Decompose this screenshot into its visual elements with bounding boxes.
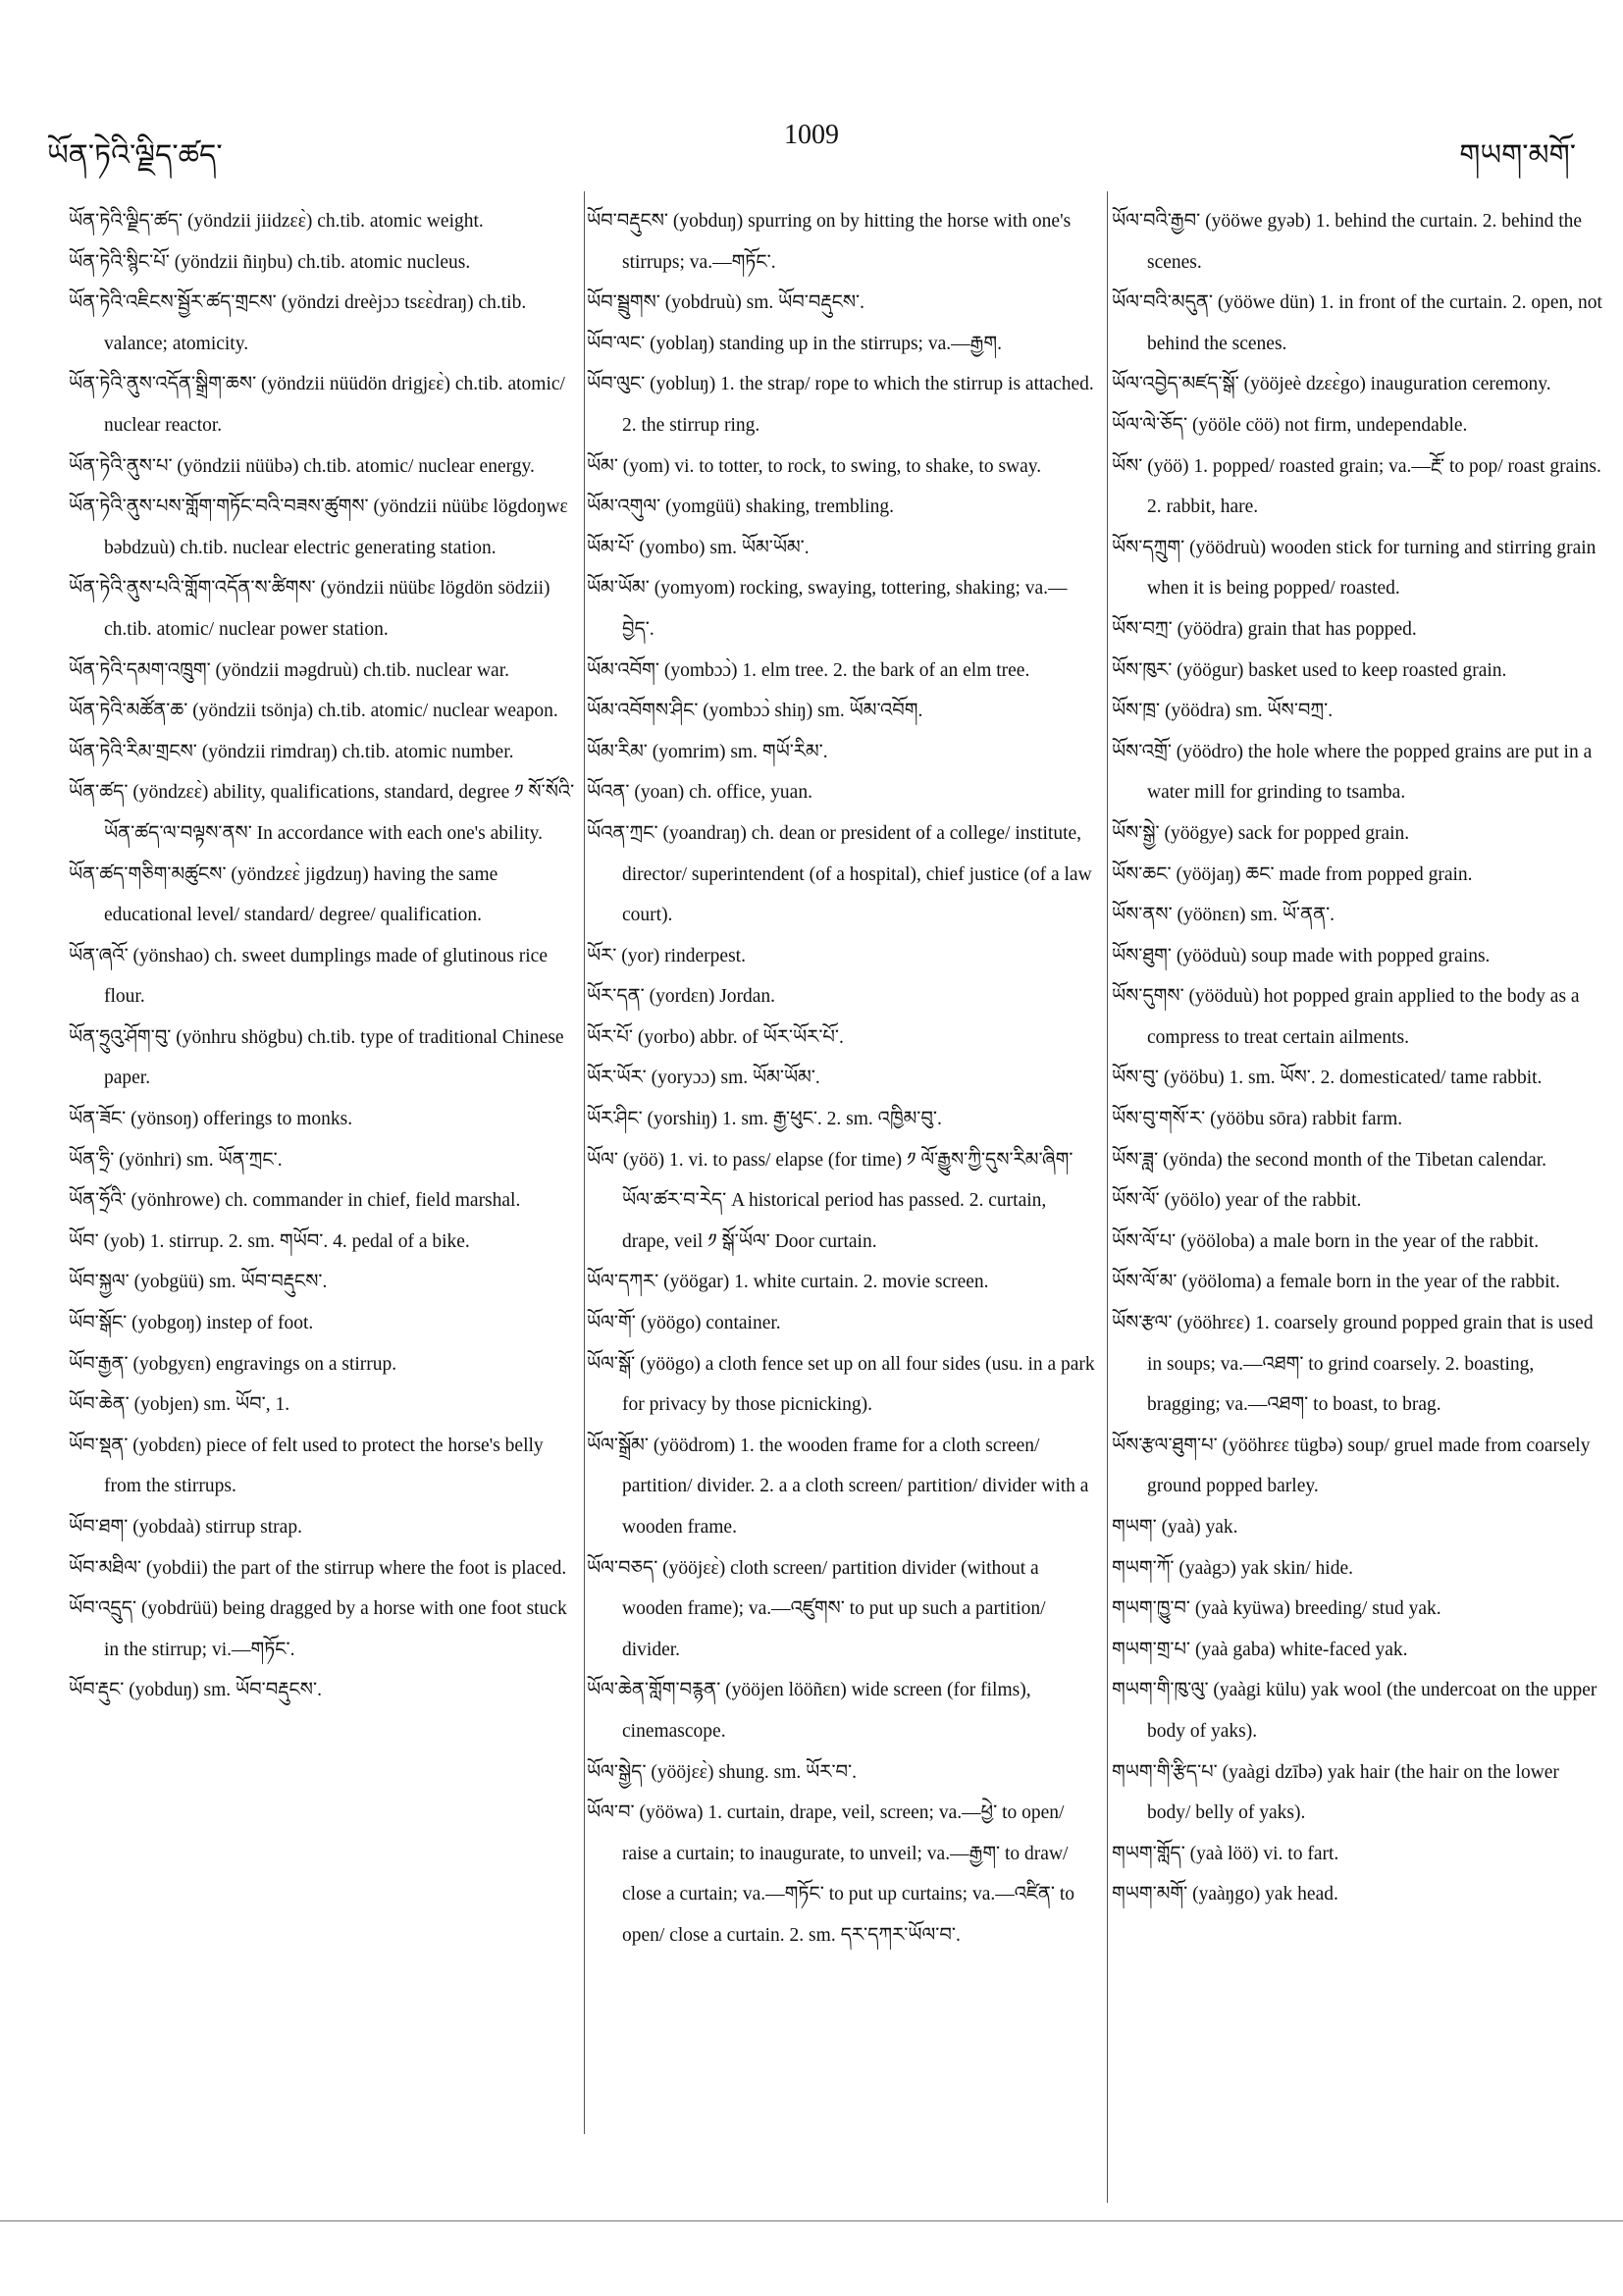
column-3: [1112, 201, 1602, 1915]
dictionary-entry: གཡག་གི་ཁུ་ལུ་ (yaàgi külu) yak wool (the undercoat on the upper body of yaks).: [1112, 1680, 1597, 1742]
dictionary-entry: ཡོན་ཏེའི་མཚོན་ཆ་ (yöndzii tsönja) ch.tib. atomic/ nuclear weapon.: [69, 701, 558, 722]
dictionary-entry: ཡོས་བུ་ (yööbu) 1. sm. ཡོས་. 2. domesticated/ tame rabbit.: [1112, 1068, 1543, 1089]
dictionary-entry: ཡོམ་འབོག་ (yombɔɔ̀) 1. elm tree. 2. the bark of an elm tree.: [587, 659, 1030, 681]
dictionary-entry: ཡོལ་སྒྱེད་ (yööjɛɛ̀) shung. sm. ཡོར་བ་.: [587, 1761, 858, 1783]
dictionary-entry: ཡོན་ཏེའི་འཇིངས་སྦྱོར་ཚད་གྲངས་ (yöndzi dreèjɔɔ tsɛɛ̀draŋ) ch.tib. valance; atomicity.: [69, 292, 527, 354]
dictionary-entry: ཡོམ་འབོགས་ཤིང་ (yombɔɔ̀ shiŋ) sm. ཡོམ་འབོག.: [587, 701, 923, 722]
dictionary-entry: ཡོམ་ (yom) vi. to totter, to rock, to swing, to shake, to sway.: [587, 455, 1042, 477]
dictionary-entry: ཡོལ་ (yöö) 1. vi. to pass/ elapse (for time) ༡ ལོ་རྒྱུས་ཀྱི་དུས་རིམ་ཞིག་ཡོལ་ཚར་བ་རེད་ A historical period has passed. 2. curtain, drape, veil ༡ སྒོ་ཡོལ་ Door curtain.: [587, 1149, 1073, 1252]
dictionary-entry: ཡོས་ལོ་པ་ (yööloba) a male born in the year of the rabbit.: [1112, 1230, 1540, 1252]
dictionary-entry: གཡག་ཀོ་ (yaàgɔ) yak skin/ hide.: [1112, 1557, 1353, 1579]
dictionary-entry: ཡོན་ཧྲི་ (yönhri) sm. ཡོན་ཀྲང་.: [69, 1149, 283, 1171]
dictionary-entry: ཡོས་རྩལ་ (yööhrɛɛ) 1. coarsely ground popped grain that is used in soups; va.—འཐག་ to grind coarsely. 2. boasting, bragging; va.—འཐག་ to boast, to brag.: [1112, 1313, 1594, 1416]
dictionary-entry: ཡོབ་རྒྱན་ (yobgyɛn) engravings on a stirrup.: [69, 1353, 397, 1375]
dictionary-entry: ཡོམ་པོ་ (yombo) sm. ཡོམ་ཡོམ་.: [587, 537, 810, 558]
column-divider-1: [584, 191, 585, 2134]
dictionary-entry: གཡག་མགོ་ (yaàŋgo) yak head.: [1112, 1884, 1338, 1905]
dictionary-entry: ཡོབ་ (yob) 1. stirrup. 2. sm. གཡོབ་. 4. pedal of a bike.: [69, 1230, 470, 1252]
dictionary-entry: ཡོབ་སྡན་ (yobdɛn) piece of felt used to protect the horse's belly from the stirrups.: [69, 1435, 544, 1497]
dictionary-entry: ཡོའན་ (yoan) ch. office, yuan.: [587, 782, 812, 804]
dictionary-entry: ཡོལ་སྒོ་ (yöögo) a cloth fence set up on all four sides (usu. in a park for privacy by those picnicking).: [587, 1353, 1095, 1416]
dictionary-entry: ཡོན་ཏེའི་ནུས་པའི་གློག་འདོན་ས་ཚིགས་ (yöndzii nüübɛ lögdön södzii) ch.tib. atomic/ nuclear power station.: [69, 578, 550, 640]
dictionary-entry: ཡོན་ཏེའི་ནུས་པས་གློག་གཏོང་བའི་བཟས་ཚུགས་ (yöndzii nüübɛ lögdoŋwɛ bəbdzuù) ch.tib. nuclear electric generating station.: [69, 496, 568, 558]
column-2: [587, 201, 1097, 1957]
dictionary-entry: ཡོབ་ཆེན་ (yobjen) sm. ཡོབ་, 1.: [69, 1394, 290, 1416]
dictionary-entry: ཡོབ་ལང་ (yoblaŋ) standing up in the stirrups; va.—རྒྱག.: [587, 333, 1002, 354]
dictionary-entry: གཡག་གི་རྩིད་པ་ (yaàgi dzībə) yak hair (the hair on the lower body/ belly of yaks).: [1112, 1761, 1559, 1824]
dictionary-entry: ཡོལ་བ་ (yööwa) 1. curtain, drape, veil, screen; va.—ཕྱེ་ to open/ raise a curtain; to inaugurate, to unveil; va.—རྒྱག་ to draw/ close a curtain; va.—གཏོང་ to put up curtains; va.—འཛིན་ to open/ close a curtain. 2. sm. དར་དཀར་ཡོལ་བ་.: [587, 1802, 1075, 1946]
dictionary-entry: ཡོས་འགྲོ་ (yöödro) the hole where the popped grains are put in a water mill for grinding to tsamba.: [1112, 741, 1593, 804]
page-bottom-rule: [0, 2220, 1623, 2221]
dictionary-entry: ཡོས་རྩལ་ཐུག་པ་ (yööhrɛɛ tügbə) soup/ gruel made from coarsely ground popped barley.: [1112, 1435, 1591, 1497]
dictionary-entry: ཡོབ་རྡུང་ (yobduŋ) sm. ཡོབ་བརྡུངས་.: [69, 1680, 322, 1701]
dictionary-entry: གཡག་ (yaà) yak.: [1112, 1517, 1238, 1538]
dictionary-entry: ཡོས་བུ་གསོ་ར་ (yööbu sōra) rabbit farm.: [1112, 1109, 1403, 1130]
dictionary-entry: ཡོར་ཤིང་ (yorshiŋ) 1. sm. རྒྱ་ཕུང་. 2. sm. འཁྱིམ་བུ་.: [587, 1109, 942, 1130]
dictionary-entry: ཡོབ་འདྲུད་ (yobdrüü) being dragged by a horse with one foot stuck in the stirrup; vi.—གཏོང་.: [69, 1598, 567, 1660]
dictionary-entry: ཡོར་ (yor) rinderpest.: [587, 945, 746, 966]
dictionary-entry: ཡོས་ཁུར་ (yöögur) basket used to keep roasted grain.: [1112, 659, 1507, 681]
header-guide-word-right: གཡག་མགོ་: [1459, 139, 1576, 172]
dictionary-entry: ཡོབ་ཐག་ (yobdaà) stirrup strap.: [69, 1517, 302, 1538]
dictionary-entry: ཡོན་ཏེའི་སྙིང་པོ་ (yöndzii ñiŋbu) ch.tib. atomic nucleus.: [69, 251, 471, 273]
dictionary-entry: ཡོར་ཡོར་ (yoryɔɔ) sm. ཡོམ་ཡོམ་.: [587, 1068, 820, 1089]
dictionary-entry: ཡོན་ཏེའི་དམག་འཁྲུག་ (yöndzii məgdruù) ch.tib. nuclear war.: [69, 659, 509, 681]
dictionary-entry: ཡོས་ལོ་ (yöölo) year of the rabbit.: [1112, 1190, 1362, 1212]
dictionary-entry: ཡོལ་གོ་ (yöögo) container.: [587, 1313, 781, 1334]
dictionary-entry: ཡོམ་རིམ་ (yomrim) sm. གཡོ་རིམ་.: [587, 741, 828, 762]
dictionary-entry: ཡོས་སྒྱེ་ (yöögye) sack for popped grain.: [1112, 822, 1410, 844]
dictionary-entry: ཡོལ་དཀར་ (yöögar) 1. white curtain. 2. movie screen.: [587, 1272, 989, 1293]
dictionary-entry: ཡོར་པོ་ (yorbo) abbr. of ཡོར་ཡོར་པོ་.: [587, 1026, 844, 1048]
column-divider-2: [1107, 191, 1108, 2203]
dictionary-entry: ཡོབ་ལུང་ (yobluŋ) 1. the strap/ rope to which the stirrup is attached. 2. the stirrup ring.: [587, 374, 1094, 436]
dictionary-entry: ཡོར་དན་ (yordɛn) Jordan.: [587, 986, 776, 1008]
dictionary-entry: ཡོན་ཚད་གཅིག་མཚུངས་ (yöndzɛɛ̀ jigdzuŋ) having the same educational level/ standard/ degree/ qualification.: [69, 863, 498, 926]
header-guide-word-left: ཡོན་ཏེའི་ལྗིད་ཚད་: [47, 139, 223, 172]
dictionary-entry: ཡོན་ཞའོ་ (yönshao) ch. sweet dumplings made of glutinous rice flour.: [69, 945, 548, 1008]
dictionary-entry: ཡོས་ཆང་ (yööjaŋ) ཆང་ made from popped grain.: [1112, 863, 1473, 885]
dictionary-entry: ཡོམ་འགུལ་ (yomgüü) shaking, trembling.: [587, 496, 894, 518]
dictionary-entry: ཡོལ་བཅད་ (yööjɛɛ̀) cloth screen/ partition divider (without a wooden frame); va.—འཛུགས་ to put up such a partition/ divider.: [587, 1557, 1046, 1660]
dictionary-entry: ཡོལ་འབྱེད་མཛད་སྒོ་ (yööjeè dzɛɛ̀go) inauguration ceremony.: [1112, 374, 1551, 395]
dictionary-entry: ཡོལ་ལེ་ཅོད་ (yööle cöö) not firm, undependable.: [1112, 414, 1468, 436]
dictionary-entry: ཡོན་ཚད་ (yöndzɛɛ̀) ability, qualifications, standard, degree ༡ སོ་སོའི་ཡོན་ཚད་ལ་བལྟས་ནས་ In accordance with each one's ability.: [69, 782, 575, 844]
dictionary-entry: ཡོན་ཏེའི་ལྗིད་ཚད་ (yöndzii jiidzɛɛ̀) ch.tib. atomic weight.: [69, 211, 484, 232]
dictionary-entry: ཡོན་ཧྲུའུ་ཤོག་བུ་ (yönhru shögbu) ch.tib. type of traditional Chinese paper.: [69, 1026, 564, 1089]
dictionary-entry: ཡོབ་སྦྲུགས་ (yobdruù) sm. ཡོབ་བརྡུངས་.: [587, 292, 865, 314]
dictionary-entry: ཡོན་ཏེའི་ནུས་འདོན་སྒྲིག་ཆས་ (yöndzii nüüdön drigjɛɛ̀) ch.tib. atomic/ nuclear reactor.: [69, 374, 565, 436]
dictionary-entry: ཡོན་ཟོང་ (yönsoŋ) offerings to monks.: [69, 1109, 353, 1130]
dictionary-entry: ཡོམ་ཡོམ་ (yomyom) rocking, swaying, tottering, shaking; va.—བྱེད་.: [587, 578, 1068, 640]
dictionary-entry: ཡོལ་བའི་རྒྱབ་ (yööwe gyəb) 1. behind the curtain. 2. behind the scenes.: [1112, 211, 1583, 273]
dictionary-entry: ཡོན་ཏེའི་རིམ་གྲངས་ (yöndzii rimdraŋ) ch.tib. atomic number.: [69, 741, 514, 762]
dictionary-entry: གཡག་ཁྱུ་བ་ (yaà kyüwa) breeding/ stud yak.: [1112, 1598, 1441, 1620]
dictionary-entry: ཡོས་ཟླ་ (yönda) the second month of the Tibetan calendar.: [1112, 1149, 1547, 1171]
dictionary-entry: གཡག་གྲ་པ་ (yaà gaba) white-faced yak.: [1112, 1639, 1408, 1660]
dictionary-entry: ཡོལ་སྒྲོམ་ (yöödrom) 1. the wooden frame for a cloth screen/ partition/ divider. 2. a a cloth screen/ partition/ divider with a wooden frame.: [587, 1435, 1089, 1538]
dictionary-entry: ཡོལ་ཆེན་གློག་བརྙན་ (yööjen lööñɛn) wide screen (for films), cinemascope.: [587, 1680, 1031, 1742]
dictionary-entry: ཡོས་བཀྲ་ (yöödra) grain that has popped.: [1112, 618, 1417, 640]
dictionary-entry: ཡོས་ནས་ (yöönɛn) sm. ཡོ་ནན་.: [1112, 905, 1335, 926]
dictionary-entry: ཡོབ་བརྡུངས་ (yobduŋ) spurring on by hitting the horse with one's stirrups; va.—གཏོང་.: [587, 211, 1072, 273]
dictionary-entry: ཡོབ་སྐྱལ་ (yobgüü) sm. ཡོབ་བརྡུངས་.: [69, 1272, 328, 1293]
dictionary-entry: ཡོབ་མཐིལ་ (yobdii) the part of the stirrup where the foot is placed.: [69, 1557, 567, 1579]
dictionary-entry: ཡོས་དུགས་ (yööduù) hot popped grain applied to the body as a compress to treat certain ailments.: [1112, 986, 1580, 1048]
dictionary-entry: ཡོབ་སྒོང་ (yobgoŋ) instep of foot.: [69, 1313, 314, 1334]
dictionary-entry: ཡོན་ཧྲོའི་ (yönhrowe) ch. commander in chief, field marshal.: [69, 1190, 521, 1212]
dictionary-entry: ཡོལ་བའི་མདུན་ (yööwe dün) 1. in front of the curtain. 2. open, not behind the scenes.: [1112, 292, 1602, 354]
dictionary-entry: ཡོའན་ཀྲང་ (yoandraŋ) ch. dean or president of a college/ institute, director/ superintendent (of a hospital), chief justice (of a law court).: [587, 822, 1092, 926]
dictionary-entry: ཡོན་ཏེའི་ནུས་པ་ (yöndzii nüübə) ch.tib. atomic/ nuclear energy.: [69, 455, 535, 477]
dictionary-entry: ཡོས་ལོ་མ་ (yööloma) a female born in the year of the rabbit.: [1112, 1272, 1560, 1293]
column-1: [69, 201, 579, 1711]
dictionary-entry: ཡོས་ཐུག་ (yööduù) soup made with popped grains.: [1112, 945, 1491, 966]
dictionary-entry: ཡོས་ (yöö) 1. popped/ roasted grain; va.—རྔོ་ to pop/ roast grains. 2. rabbit, hare.: [1112, 455, 1601, 518]
dictionary-entry: ཡོས་དཀྲུག་ (yöödruù) wooden stick for turning and stirring grain when it is being popped/ roasted.: [1112, 537, 1597, 600]
page-number: 1009: [784, 120, 839, 150]
dictionary-entry: གཡག་གློད་ (yaà löö) vi. to fart.: [1112, 1843, 1339, 1864]
dictionary-entry: ཡོས་ཁྲ་ (yöödra) sm. ཡོས་བཀྲ་.: [1112, 701, 1334, 722]
